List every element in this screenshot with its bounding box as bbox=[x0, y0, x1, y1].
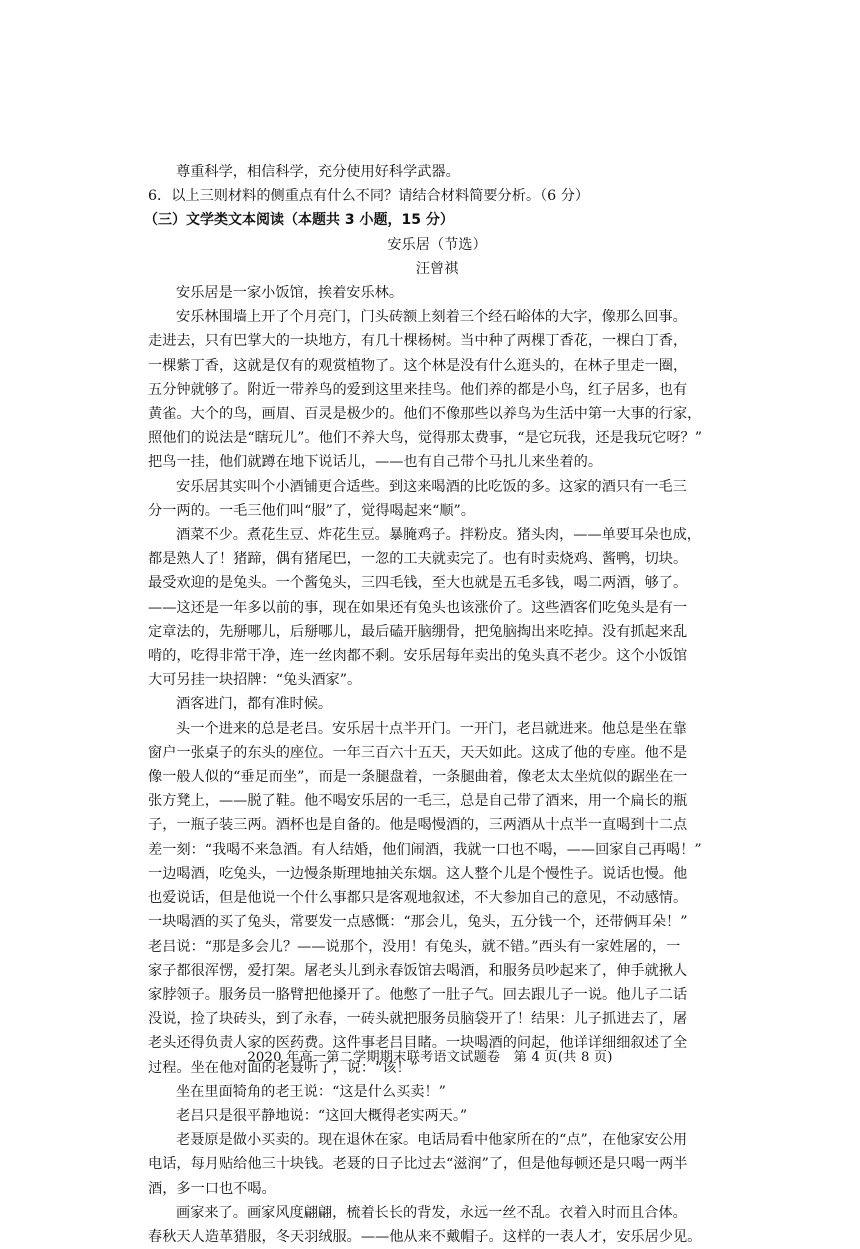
article-line: 头一个进来的总是老吕。安乐居十点半开门。一开门，老吕就进来。他总是坐在靠 bbox=[176, 720, 687, 737]
article-line: 啃的，吃得非常干净，连一丝肉都不剩。安乐居每年卖出的兔头真不老少。这个小饭馆 bbox=[148, 648, 688, 665]
article-line: 老聂原是做小买卖的。现在退休在家。电话局看中他家所在的“点”，在他家安公用 bbox=[176, 1132, 688, 1149]
article-line: 差一刻：“我喝不来急酒。有人结婚，他们闹酒，我就一口也不喝，——回家自己再喝！” bbox=[148, 841, 702, 858]
article-line: 五分钟就够了。附近一带养鸟的爱到这里来挂鸟。他们养的都是小鸟，红子居多，也有 bbox=[148, 381, 688, 398]
article-line: 都是熟人了！猪蹄，偶有猪尾巴，一忽的工夫就卖完了。也有时卖烧鸡、酱鸭，切块。 bbox=[148, 551, 688, 568]
article-author: 汪曾祺 bbox=[415, 260, 459, 277]
article-line: ——这还是一年多以前的事，现在如果还有兔头也该涨价了。这些酒客们吃兔头是有一 bbox=[148, 599, 688, 616]
article-line: 坐在里面犄角的老王说：“这是什么买卖！” bbox=[176, 1083, 446, 1100]
article-line: 窗户一张桌子的东头的座位。一年三百六十五天，天天如此。这成了他的专座。他不是 bbox=[148, 744, 688, 761]
article-line: 照他们的说法是“瞎玩儿”。他们不养大鸟，觉得那太费事，“是它玩我，还是我玩它呀？” bbox=[148, 430, 702, 447]
page-footer: 2020 年高一第二学期期末联考语文试题卷 第 4 页(共 8 页) bbox=[247, 1050, 613, 1065]
article-line: 走进去，只有巴掌大的一块地方，有几十棵杨树。当中种了两棵丁香花，一棵白丁香， bbox=[148, 333, 688, 350]
article-line: 分一两的。一毛三他们叫“服”了，觉得喝起来“顺”。 bbox=[148, 502, 475, 519]
article-line: 一棵紫丁香，这就是仅有的观赏植物了。这个林是没有什么逛头的，在林子里走一圈， bbox=[148, 357, 688, 374]
article-line: 酒，多一口也不喝。 bbox=[148, 1180, 276, 1197]
article-line: 安乐居其实叫个小酒铺更合适些。到这来喝酒的比吃饭的多。这家的酒只有一毛三 bbox=[176, 478, 687, 495]
article-line: 电话，每月贴给他三十块钱。老聂的日子比过去“滋润”了，但是他每顿还是只喝一两半 bbox=[148, 1156, 688, 1173]
article-line: 一块喝酒的买了兔头，常要发一点感慨：“那会儿，兔头，五分钱一个，还带俩耳朵！” bbox=[148, 914, 688, 931]
article-line: 老头还得负责人家的医药费。这件事老吕目睹。一块喝酒的问起，他详详细细叙述了全 bbox=[148, 1035, 688, 1052]
article-line: 过程。坐在他对面的老聂听了，说：“该！” bbox=[148, 1059, 418, 1076]
article-title: 安乐居（节选） bbox=[387, 236, 487, 253]
article-line: 子，一瓶子装三两。酒杯也是自备的。他是喝慢酒的，三两酒从十点半一直喝到十二点 bbox=[148, 817, 688, 834]
article-line: 把鸟一挂，他们就蹲在地下说话儿，——也有自己带个马扎儿来坐着的。 bbox=[148, 454, 603, 471]
article-line: 老吕说：“那是多会儿？——说那个，没用！有兔头，就不错。”西头有一家姓屠的，一 bbox=[148, 938, 681, 955]
article-line: 定章法的，先掰哪儿，后掰哪儿，最后磕开脑绷骨，把兔脑掏出来吃掉。没有抓起来乱 bbox=[148, 623, 688, 640]
article-line: 黄雀。大个的鸟，画眉、百灵是极少的。他们不像那些以养鸟为生活中第一大事的行家， bbox=[148, 406, 702, 423]
article-line: 酒菜不少。煮花生豆、炸花生豆。暴腌鸡子。拌粉皮。猪头肉，——单要耳朵也成， bbox=[176, 527, 701, 544]
article-line: 家脖领子。服务员一胳臂把他搡开了。他憋了一肚子气。回去跟儿子一说。他儿子二话 bbox=[148, 986, 688, 1003]
article-line: 春秋天人造革猎服，冬天羽绒服。——他从来不戴帽子。这样的一表人才，安乐居少见。 bbox=[148, 1228, 702, 1245]
article-line: 没说，捡了块砖头，到了永春，一砖头就把服务员脑袋开了！结果：儿子抓进去了，屠 bbox=[148, 1011, 688, 1028]
article-line: 最受欢迎的是兔头。一个酱兔头，三四毛钱，至大也就是五毛多钱，喝二两酒，够了。 bbox=[148, 575, 688, 592]
article-line: 安乐居是一家小饭馆，挨着安乐林。 bbox=[176, 285, 404, 302]
article-line: 老吕只是很平静地说：“这回大概得老实两天。” bbox=[176, 1107, 468, 1124]
question-6: 6．以上三则材料的侧重点有什么不同？请结合材料简要分析。（6 分） bbox=[148, 188, 590, 205]
article-body bbox=[148, 281, 726, 1249]
article-line: 安乐林围墙上开了个月亮门，门头砖额上刻着三个经石峪体的大字，像那么回事。 bbox=[176, 309, 687, 326]
article-line: 大可另挂一块招牌：“兔头酒家”。 bbox=[148, 672, 362, 689]
article-line: 酒客进门，都有准时候。 bbox=[176, 696, 333, 713]
article-line: 一边喝酒，吃兔头，一边慢条斯理地抽关东烟。这人整个儿是个慢性子。说话也慢。他 bbox=[148, 865, 688, 882]
section-heading: （三）文学类文本阅读（本题共 3 小题，15 分） bbox=[144, 212, 454, 229]
article-line: 张方凳上，——脱了鞋。他不喝安乐居的一毛三，总是自己带了酒来，用一个扁长的瓶 bbox=[148, 793, 688, 810]
article-line: 像一般人似的“垂足而坐”，而是一条腿盘着，一条腿曲着，像老太太坐炕似的踞坐在一 bbox=[148, 769, 688, 786]
article-line: 也爱说话，但是他说一个什么事都只是客观地叙述，不大参加自己的意见，不动感情。 bbox=[148, 890, 688, 907]
article-line: 家子都很浑愣，爱打架。屠老头儿到永春饭馆去喝酒，和服务员吵起来了，伸手就揪人 bbox=[148, 962, 688, 979]
article-line: 画家来了。画家风度翩翩，梳着长长的背发，永远一丝不乱。衣着入时而且合体。 bbox=[176, 1204, 687, 1221]
material-closing-line: 尊重科学，相信科学，充分使用好科学武器。 bbox=[176, 164, 460, 180]
page-content bbox=[144, 160, 726, 1249]
